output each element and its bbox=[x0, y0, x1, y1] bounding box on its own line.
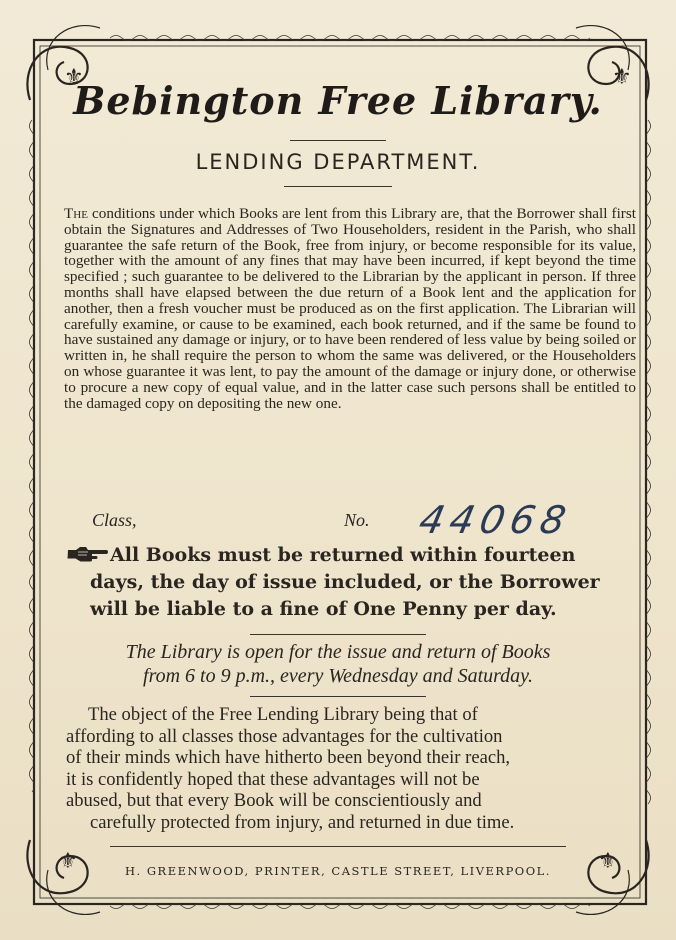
hours-divider bbox=[250, 634, 426, 635]
library-object-statement bbox=[66, 704, 636, 833]
object-line: of their minds which have hitherto been beyond their reach, bbox=[66, 747, 511, 768]
return-notice-line: days, the day of issue included, or the Borrower bbox=[90, 571, 600, 593]
department-divider bbox=[284, 186, 392, 187]
printer-divider bbox=[110, 846, 566, 847]
svg-text:⚜: ⚜ bbox=[58, 849, 78, 874]
class-number-row bbox=[0, 498, 676, 546]
library-title: Bebington Free Library. bbox=[73, 78, 603, 123]
number-label: No. bbox=[344, 510, 370, 530]
pointing-hand-icon bbox=[66, 545, 110, 563]
object-line: abused, but that every Book will be conscientiously and bbox=[66, 790, 482, 811]
object-divider bbox=[250, 696, 426, 697]
class-label: Class, bbox=[92, 510, 137, 530]
object-line: it is confidently hoped that these advantages will not be bbox=[66, 768, 480, 790]
hours-line: The Library is open for the issue and return of Books bbox=[125, 641, 551, 663]
object-line: carefully protected from injury, and returned in due time. bbox=[90, 811, 515, 833]
title-divider bbox=[290, 140, 386, 141]
svg-text:⚜: ⚜ bbox=[612, 65, 632, 90]
object-line: affording to all classes those advantages for the cultivation bbox=[66, 725, 503, 747]
department-heading: LENDING DEPARTMENT. bbox=[195, 150, 481, 174]
object-line: The object of the Free Lending Library being that of bbox=[88, 704, 478, 725]
svg-text:⚜: ⚜ bbox=[598, 849, 618, 874]
return-notice bbox=[66, 542, 636, 623]
conditions-text: conditions under which Books are lent from this Library are, that the Borrower shall first obtain the Signatures and Addresses of Two Householders, resident in the Parish, who shall guarantee the safe return of the Book, free from injury, or become responsible for its value, together with the amount of any fines that may have been incurred, if kept beyond the time specified ; such guarantee to be delivered to the Librarian by the applicant in person. If three months shall have elapsed between the due return of a Book lent and the application for another, then a fresh voucher must be produced as on the first application. The Librarian will carefully examine, or cause to be examined, each book returned, and if the same be found to have sustained any damage or injury, or to have been rendered of less value by being soiled or written in, he shall require the person to whom the same was delivered, or the Householders on whose guarantee it was lent, to pay the amount of the damage or injury done, or otherwise to procure a new copy of equal value, and in the latter case such persons shall be entitled to the damaged copy on depositing the new one. bbox=[64, 205, 636, 412]
printer-imprint: H. GREENWOOD, PRINTER, CASTLE STREET, LIVERPOOL. bbox=[125, 864, 551, 878]
return-notice-line bbox=[66, 542, 636, 569]
hours-line: from 6 to 9 p.m., every Wednesday and Saturday. bbox=[143, 665, 533, 687]
svg-text:⚜: ⚜ bbox=[64, 65, 84, 90]
conditions-lead: The bbox=[64, 205, 88, 222]
return-notice-line: will be liable to a fine of One Penny per day. bbox=[90, 598, 557, 620]
return-notice-text: All Books must be returned within fourteen bbox=[110, 544, 576, 566]
lending-conditions bbox=[64, 206, 636, 411]
opening-hours bbox=[0, 640, 676, 688]
handwritten-number: 44068 bbox=[415, 498, 576, 542]
